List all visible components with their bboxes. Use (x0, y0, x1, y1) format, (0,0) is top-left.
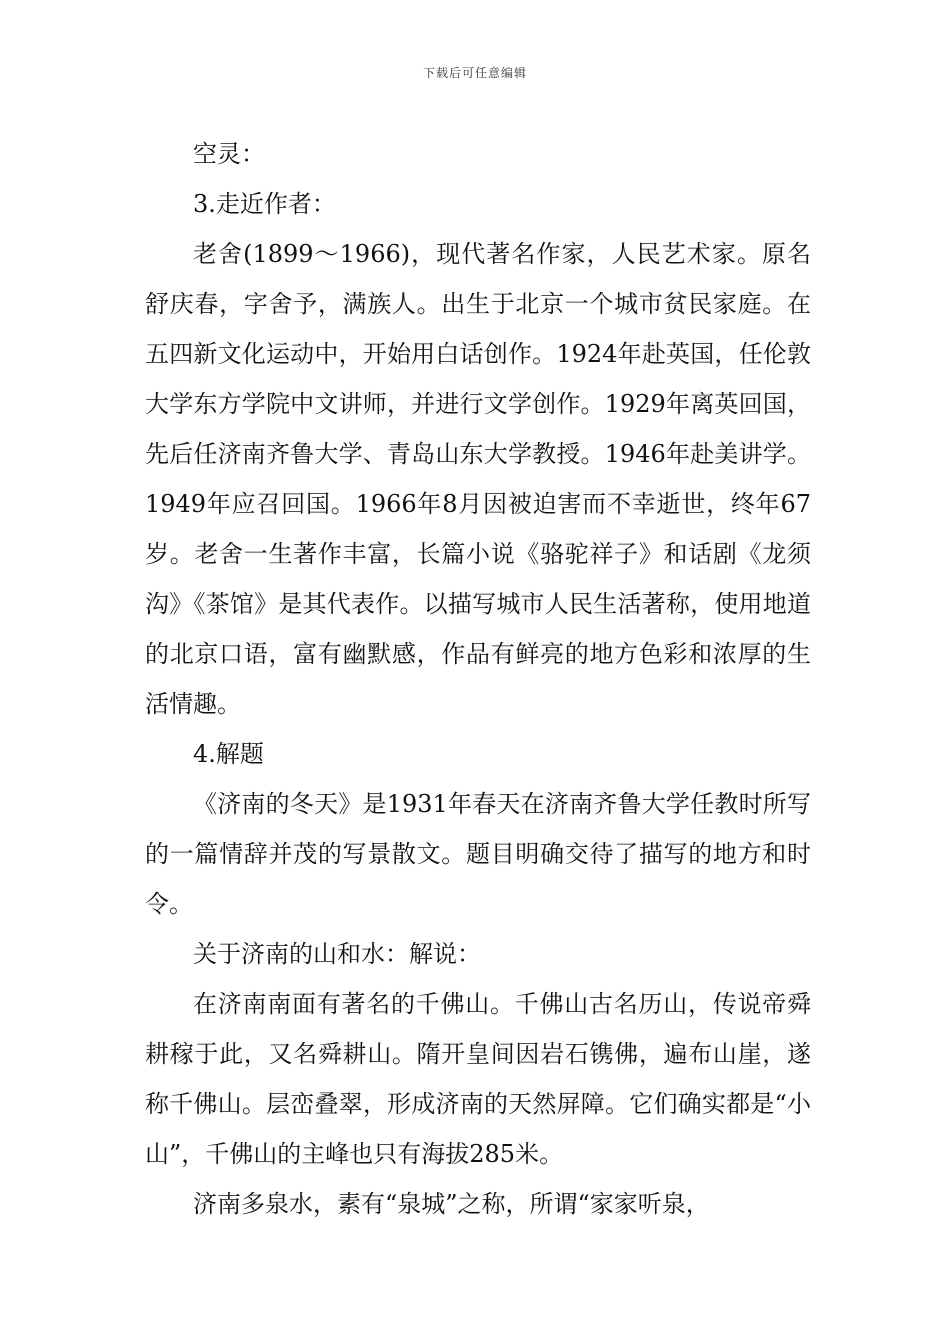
paragraph-author-bio: 老舍(1899～1966)，现代著名作家，人民艺术家。原名舒庆春，字舍予，满族人。出生于北京一个城市贫民家庭。在五四新文化运动中，开始用白话创作。1924年赴英国，任伦敦大学东方学院中文讲师，并进行文学创作。1929年离英回国，先后任济南齐鲁大学、青岛山东大学教授。1946年赴美讲学。1949年应召回国。1966年8月因被迫害而不幸逝世，终年67岁。老舍一生著作丰富，长篇小说《骆驼祥子》和话剧《龙须沟》《茶馆》是其代表作。以描写城市人民生活著称，使用地道的北京口语，富有幽默感，作品有鲜亮的地方色彩和浓厚的生活情趣。 (145, 240, 811, 718)
paragraph-kongling: 空灵： (193, 140, 265, 168)
page-header: 下载后可任意编辑 (422, 66, 527, 80)
section-heading-author: 3.走近作者： (193, 190, 336, 218)
paragraph-title-explanation: 《济南的冬天》是1931年春天在济南齐鲁大学任教时所写的一篇情辞并茂的写景散文。题目明确交待了描写的地方和时令。 (145, 790, 811, 918)
section-heading-title: 4.解题 (193, 740, 264, 768)
paragraph-mountain-water-heading: 关于济南的山和水：解说： (193, 940, 481, 968)
document-body (145, 129, 811, 1229)
paragraph-qianfo-mountain: 在济南南面有著名的千佛山。千佛山古名历山，传说帝舜耕稼于此，又名舜耕山。隋开皇间因岩石镌佛，遍布山崖，遂称千佛山。层峦叠翠，形成济南的天然屏障。它们确实都是“小山”，千佛山的主峰也只有海拔285米。 (145, 990, 811, 1168)
paragraph-springs: 济南多泉水，素有“泉城”之称，所谓“家家听泉， (193, 1190, 710, 1218)
